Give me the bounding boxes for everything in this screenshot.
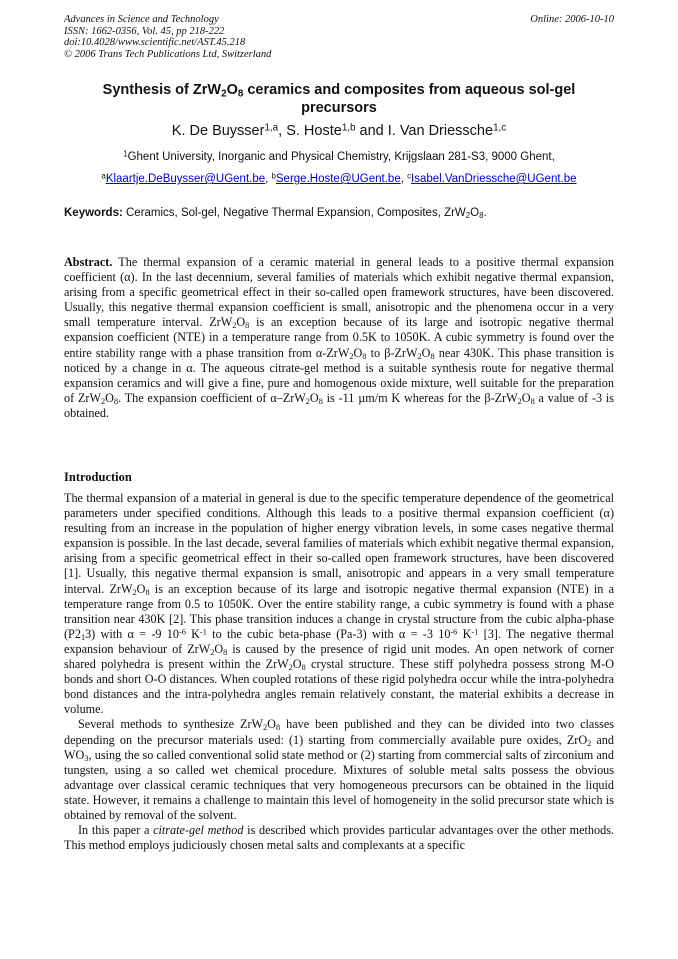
journal-copyright: © 2006 Trans Tech Publications Ltd, Switzerland (64, 48, 272, 60)
author-list: K. De Buysser$^{1,a}$, S. Hoste$^{1,b}$ and I. Van Driessche$^{1,c}$ (171, 122, 507, 139)
abstract: Abstract. The thermal expansion of a ceramic material in general leads to a positive thermal expansion coefficient (α). In the last decennium, several families of materials which exhibit negative thermal expansion, arising from a specific geometrical effect in their so-called open framework structures, have been discovered. Usually, this negative thermal expansion coefficient is small, anisotropic and the phenomena occur in a very small temperature interval. $ZrW_2O_8$ is an exception because of its large and isotropic negative thermal expansion coefficient (NTE) in a temperature range from 0.5K to 1050K. A cubic symmetry is found over the entire stability range with a phase transition from $\alpha-ZrW_2O_8$ to $\beta-ZrW_2O_8$ near 430K. This phase transition is noticed by a change in α. The aqueous citrate-gel method is a suitable synthesis route for negative thermal expansion ceramics and will give a fine, pure and homogenous oxide mixture, well suitable for the preparation of $ZrW_2O_8$. The expansion coefficient of $\alpha-ZrW_2O_8$ is -11 µm/m K whereas for the $\beta-ZrW_2O_8$ a value of -3 is obtained. (64, 255, 615, 420)
journal-doi: doi:10.4028/www.scientific.net/AST.45.218 (64, 37, 246, 48)
keywords: Keywords: Ceramics, Sol-gel, Negative Thermal Expansion, Composites, $ZrW_2O_8$. (64, 207, 487, 220)
author-name: K. De Buysser (171, 123, 265, 139)
paragraph: The thermal expansion of a material in general is due to the specific temperature dependence of the geometrical parameters under specified conditions. Although this leads to a positive thermal expansion coefficient (α) resulting from an increase in the population of higher energy vibration levels, in some cases negative thermal expansion is possible. In the last decade, several families of materials which exhibit negative thermal expansion, arising from a specific geometrical effect in their so-called open framework structures, have been discovered [1]. Usually, this negative thermal expansion is small, anisotropic and appears in a very small temperature interval. $ZrW_2O_8$ is an exception because of its large and isotropic negative thermal expansion (NTE) in a temperature range from 0.5 to 1050K. Over the entire stability range, a cubic symmetry is found with a phase transition near 430K [2]. This phase transition induces a change in crystal structure from the cubic alpha-phase $(P2_13)$ with α = -9 $10^{-6}$ $K^{-1}$ to the cubic beta-phase (Pa-3) with α = -3 $10^{-6}$ $K^{-1}$ [3]. The negative thermal expansion behaviour of $ZrW_2O_8$ is caused by the presence of rigid unit modes. An open network of corner shared polyhedra is present within the $ZrW_2O_8$ crystal structure. These stiff polyhedra possess strong M-O bonds and short O-O distances. When coupled rotations of these rigid polyhedra occur while the intra-polyhedra bond distances and the intra-polyhedra angles remain relatively constant, the material exhibits a decrease in volume. (64, 491, 615, 717)
email-link[interactable]: Serge.Hoste@UGent.be (275, 173, 401, 185)
paragraph: Several methods to synthesize $ZrW_2O_8$ have been published and they can be divided into two classes depending on the precursor materials used: (1) starting from commercially available pure oxides, ZrO$_2$ and $WO_3$, using the so called conventional solid state method or (2) starting from commercial salts of zirconium and tungsten, using a so called wet chemical procedure. Mixtures of soluble metal salts possess the obvious advantage over classical ceramic techniques that very homogeneous precursors can be obtained in the liquid state. However, it remains a challenge to maintain this level of homogeneity in the solid precursor state which is obtained by removal of the solvent. (64, 717, 614, 822)
introduction-body (64, 491, 614, 853)
affiliation: $^1$Ghent University, Inorganic and Physical Chemistry, Krijgslaan 281-S3, 9000 Ghent, (123, 149, 555, 163)
paragraph: In this paper a citrate-gel method is described which provides particular advantages over the other methods. This method employs judiciously chosen metal salts and complexants at a specific (64, 823, 614, 853)
author-name: I. Van Driessche (387, 123, 494, 139)
online-date: Online: 2006-10-10 (530, 14, 614, 25)
email-link[interactable]: Klaartje.DeBuysser@UGent.be (105, 173, 266, 185)
journal-issn: ISSN: 1662-0356, Vol. 45, pp 218-222 (64, 25, 225, 37)
author-name: S. Hoste (286, 123, 342, 139)
journal-header (64, 14, 271, 60)
paper-title: Synthesis of $ZrW_2O_8$ ceramics and composites from aqueous sol-gel precursors (102, 82, 576, 116)
email-link[interactable]: Isabel.VanDriessche@UGent.be (411, 173, 577, 185)
section-heading: Introduction (64, 470, 132, 484)
abstract-label: Abstract. (64, 255, 113, 269)
journal-name: Advances in Science and Technology (64, 14, 219, 25)
email-list: $^a$Klaartje.DeBuysser@UGent.be, $^b$Serge.Hoste@UGent.be, $^c$Isabel.VanDriessche@UGent.be (101, 171, 577, 185)
